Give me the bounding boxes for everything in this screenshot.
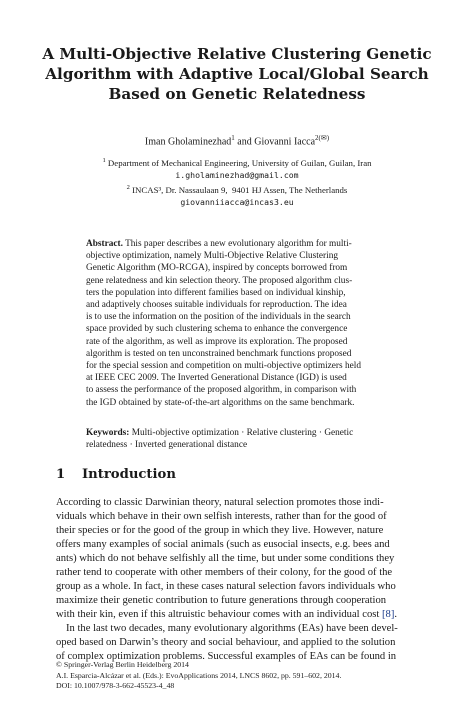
author-email[interactable]: giovanniiacca@incas3.eu bbox=[180, 196, 294, 207]
author-conjunction: and bbox=[234, 136, 255, 148]
keywords-label: Keywords: bbox=[86, 428, 130, 438]
citation-link[interactable]: [8] bbox=[382, 609, 395, 620]
abstract-line: ters the population into different families based on individual kinship, bbox=[86, 287, 346, 298]
abstract-text: This paper describes a new evolutionary algorithm for multi- bbox=[122, 239, 352, 249]
affiliation-number: 1 bbox=[102, 157, 106, 164]
title-line: Algorithm with Adaptive Local/Global Search bbox=[45, 65, 429, 83]
copyright-notice: © Springer-Verlag Berlin Heidelberg 2014 bbox=[56, 660, 189, 669]
body-line: offers many examples of social animals (such as eusocial insects, e.g. bees and bbox=[56, 539, 390, 550]
abstract-line: space provided by such clustering schema to enhance the convergence bbox=[86, 324, 348, 335]
abstract-label: Abstract. bbox=[86, 239, 123, 249]
page-footer bbox=[56, 660, 418, 692]
body-line: viduals which behave in their own selfish interests, rather than for the good of bbox=[56, 511, 387, 522]
author-name: Giovanni Iacca bbox=[254, 136, 316, 148]
abstract-line: Genetic Algorithm (MO-RCGA), inspired by concepts borrowed from bbox=[86, 263, 348, 274]
author-list bbox=[60, 131, 414, 149]
author-email[interactable]: i.gholaminezhad@gmail.com bbox=[175, 170, 299, 181]
title-line: A Multi-Objective Relative Clustering Genetic bbox=[42, 45, 432, 63]
abstract-line: and adaptively chooses suitable individuals for reproduction. The idea bbox=[86, 300, 347, 311]
affiliation-line bbox=[40, 182, 434, 196]
section-number: 1 bbox=[56, 467, 66, 482]
abstract-line: for the special session and competition on multi-objective optimizers held bbox=[86, 361, 361, 372]
affiliations bbox=[40, 155, 434, 208]
abstract-line bbox=[86, 238, 388, 250]
body-line-text: with their kin, even if this altruistic behaviour comes with an individual cost bbox=[56, 609, 382, 620]
section-heading bbox=[56, 466, 176, 484]
body-line: According to classic Darwinian theory, natural selection promotes those indi- bbox=[56, 497, 384, 508]
affiliation-line bbox=[40, 155, 434, 169]
keywords-line: relatedness · Inverted generational distance bbox=[86, 440, 248, 451]
body-line: group as a whole. In fact, in these cases natural selection favors individuals who bbox=[56, 581, 396, 592]
author-name: Iman Gholaminezhad bbox=[144, 136, 232, 148]
title-line: Based on Genetic Relatedness bbox=[108, 85, 366, 103]
abstract-line: objective optimization, namely Multi-Objective Relative Clustering bbox=[86, 251, 338, 262]
affiliation-number: 2 bbox=[126, 183, 130, 191]
keywords-text: Multi-objective optimization · Relative clustering · Genetic bbox=[129, 428, 354, 438]
affiliation-text: Department of Mechanical Engineering, University of Guilan, Guilan, Iran bbox=[105, 157, 372, 168]
body-line: their species or for the good of the group in which they live. However, nature bbox=[56, 525, 384, 536]
paper-title bbox=[40, 44, 434, 104]
body-line-end: . bbox=[394, 609, 398, 620]
body-line: In the last two decades, many evolutionary algorithms (EAs) have been devel- bbox=[66, 623, 398, 634]
doi: DOI: 10.1007/978-3-662-45523-4_48 bbox=[56, 681, 175, 690]
abstract-line: algorithm is tested on ten unconstrained benchmark functions proposed bbox=[86, 348, 352, 359]
abstract-line: to assess the performance of the proposed algorithm, in comparison with bbox=[86, 385, 357, 396]
body-line bbox=[56, 608, 418, 622]
body-line: oped based on Darwin’s theory and social behaviour, and applied to the solution bbox=[56, 637, 396, 648]
section-title: Introduction bbox=[82, 467, 176, 482]
abstract-line: at IEEE CEC 2009. The Inverted Generational Distance (IGD) is used bbox=[86, 373, 347, 384]
author-affiliation-mark: 1 bbox=[231, 134, 235, 142]
abstract-line: the IGD obtained by state-of-the-art algorithms on the same benchmark. bbox=[86, 397, 355, 408]
author-affiliation-mark: 2(✉) bbox=[315, 134, 330, 142]
abstract bbox=[86, 238, 388, 409]
abstract-line: is to use the information on the position of the individuals in the search bbox=[86, 312, 351, 323]
body-text bbox=[56, 496, 418, 664]
body-line: ants) which do not behave selfishly all the time, but under some conditions they bbox=[56, 553, 395, 564]
affiliation-text: INCAS³, Dr. Nassaulaan 9, 9401 HJ Assen, The Netherlands bbox=[129, 184, 348, 195]
body-line: rather tend to cooperate with other members of their colony, for the good of the bbox=[56, 567, 393, 578]
keywords bbox=[86, 427, 388, 451]
keywords-line bbox=[86, 427, 388, 439]
abstract-line: rate of the algorithm, as well as improve its exploration. The proposed bbox=[86, 336, 348, 347]
abstract-line: gene relatedness and kin selection theory. The proposed algorithm clus- bbox=[86, 275, 353, 286]
body-line: maximize their genetic contribution to future generations through cooperation bbox=[56, 595, 387, 606]
publication-info: A.I. Esparcia-Alcázar et al. (Eds.): EvoApplications 2014, LNCS 8602, pp. 591–602, 2014. bbox=[56, 670, 342, 680]
body-line: of complex optimization problems. Successful examples of EAs can be found in bbox=[56, 651, 397, 662]
